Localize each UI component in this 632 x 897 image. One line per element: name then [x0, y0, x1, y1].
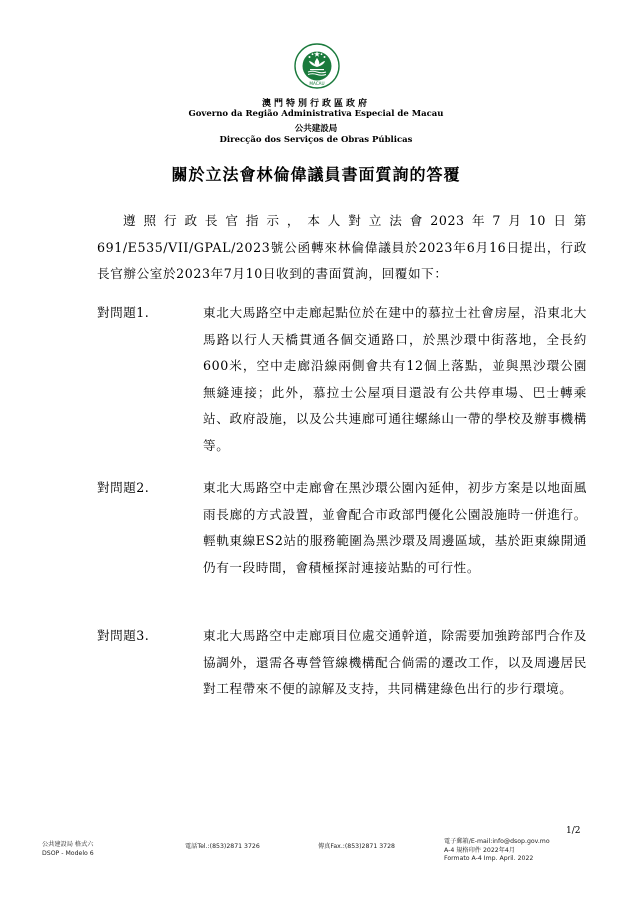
- answer-2-label: 對問題2.: [97, 480, 150, 495]
- emblem-text: MACAU: [309, 81, 325, 86]
- footer-model: [42, 841, 94, 858]
- footer-contact: [444, 838, 550, 864]
- page-number: 1/2: [566, 826, 581, 836]
- answer-1-text: 東北大馬路空中走廊起點位於在建中的慕拉士社會房屋，沿東北大馬路以行人天橋貫通各個交通路口，於黑沙環中街落地，全長約600米，空中走廊沿線兩側會共有12個上落點，並與黑沙環公園無縫連接；此外，慕拉士公屋項目還設有公共停車場、巴士轉乘站、政府設施，以及公共連廊可通往螺絲山一帶的學校及辦事機構等。: [203, 305, 587, 453]
- footer-email: 電子郵箱/E-mail:info@dsop.gov.mo: [444, 838, 550, 845]
- footer-model-zh: 公共建設局 格式六: [42, 841, 94, 848]
- intro-paragraph: 遵照行政長官指示，本人對立法會2023年7月10日第691/E535/VII/GPAL/2023號公函轉來林倫偉議員於2023年6月16日提出，行政長官辦公室於2023年7月10日收到的書面質詢，回覆如下：: [97, 213, 587, 281]
- footer-print-pt: Formato A-4 Imp. April. 2022: [444, 855, 534, 862]
- answer-3-text: 東北大馬路空中走廊項目位處交通幹道，除需要加強跨部門合作及協調外，還需各專營管線機構配合倘需的遷改工作，以及周邊居民對工程帶來不便的諒解及支持，共同構建綠色出行的步行環境。: [203, 628, 587, 696]
- answer-1-label: 對問題1.: [97, 305, 150, 320]
- footer-fax: 傳真Fax.:(853)2871 3728: [318, 843, 395, 850]
- department-name-pt: Direcção dos Serviços de Obras Públicas: [219, 135, 413, 145]
- answer-3-label: 對問題3.: [97, 628, 150, 643]
- footer-telephone: 電話Tel.:(853)2871 3726: [185, 843, 260, 850]
- government-name-zh: 澳門特別行政區政府: [261, 99, 370, 109]
- department-name-zh: 公共建設局: [294, 124, 338, 134]
- footer-model-pt: DSOP - Modelo 6: [42, 849, 94, 857]
- footer-print-zh: A-4 規格印件 2022年4月: [444, 846, 516, 854]
- macau-emblem-icon: [294, 43, 340, 89]
- answer-2-text: 東北大馬路空中走廊會在黑沙環公園內延伸，初步方案是以地面風雨長廊的方式設置，並會配合市政部門優化公園設施時一併進行。輕軌東線ES2站的服務範圍為黑沙環及周邊區域，基於距東線開通仍有一段時間，會積極探討連接站點的可行性。: [203, 480, 587, 575]
- document-title: 關於立法會林倫偉議員書面質詢的答覆: [171, 165, 461, 184]
- government-name-pt: Governo da Região Administrativa Especial de Macau: [188, 109, 444, 119]
